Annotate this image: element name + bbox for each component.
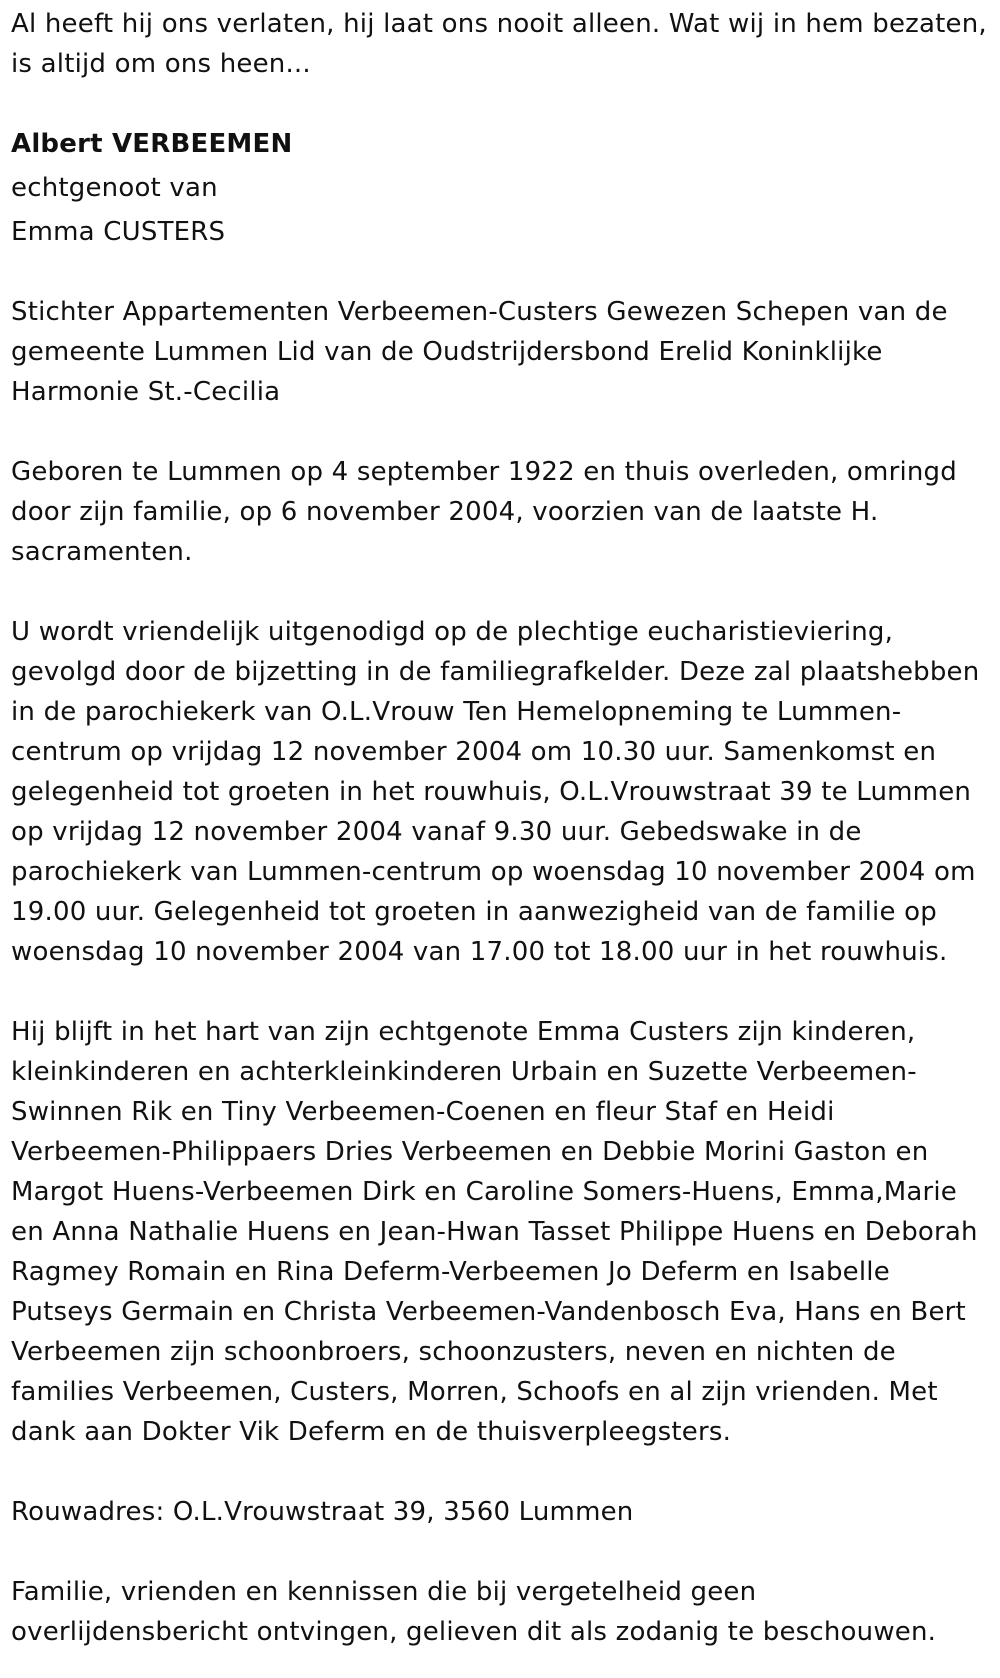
closing-paragraph: Familie, vrienden en kennissen die bij vergetelheid geen overlijdensbericht ontvingen, gelieven dit als zodanig te beschouwen. <box>11 1577 937 1647</box>
family-paragraph: Hij blijft in het hart van zijn echtgenote Emma Custers zijn kinderen, kleinkinderen en achterkleinkinderen Urbain en Suzette Verbeemen-Swinnen Rik en Tiny Verbeemen-Coenen en fleur Staf en Heidi Verbeemen-Philippaers Dries Verbeemen en Debbie Morini Gaston en Margot Huens-Verbeemen Dirk en Caroline Somers-Huens, Emma,Marie en Anna Nathalie Huens en Jean-Hwan Tasset Philippe Huens en Deborah Ragmey Romain en Rina Deferm-Verbeemen Jo Deferm en Isabelle Putseys Germain en Christa Verbeemen-Vandenbosch Eva, Hans en Bert Verbeemen zijn schoonbroers, schoonzusters, neven en nichten de families Verbeemen, Custers, Morren, Schoofs en al zijn vrienden. Met dank aan Dokter Vik Deferm en de thuisverpleegsters. <box>11 1017 978 1447</box>
spacer <box>11 84 991 124</box>
intro-quote: Al heeft hij ons verlaten, hij laat ons nooit alleen. Wat wij in hem bezaten, is altijd om ons heen... <box>11 9 987 79</box>
spacer <box>11 412 991 452</box>
birth-death-paragraph: Geboren te Lummen op 4 september 1922 en thuis overleden, omringd door zijn familie, op 6 november 2004, voorzien van de laatste H. sacramenten. <box>11 457 957 567</box>
spacer <box>11 1452 991 1492</box>
spacer <box>11 252 991 292</box>
spouse-name: Emma CUSTERS <box>11 217 226 247</box>
obituary-document <box>11 4 991 1652</box>
roles-paragraph: Stichter Appartementen Verbeemen-Custers Gewezen Schepen van de gemeente Lummen Lid van de Oudstrijdersbond Erelid Koninklijke Harmonie St.-Cecilia <box>11 297 948 407</box>
spacer <box>11 572 991 612</box>
spouse-label: echtgenoot van <box>11 173 218 203</box>
deceased-name: Albert VERBEEMEN <box>11 129 293 159</box>
spacer <box>11 1532 991 1572</box>
address-paragraph: Rouwadres: O.L.Vrouwstraat 39, 3560 Lummen <box>11 1497 634 1527</box>
ceremony-paragraph: U wordt vriendelijk uitgenodigd op de plechtige eucharistieviering, gevolgd door de bijzetting in de familiegrafkelder. Deze zal plaatshebben in de parochiekerk van O.L.Vrouw Ten Hemelopneming te Lummen-centrum op vrijdag 12 november 2004 om 10.30 uur. Samenkomst en gelegenheid tot groeten in het rouwhuis, O.L.Vrouwstraat 39 te Lummen op vrijdag 12 november 2004 vanaf 9.30 uur. Gebedswake in de parochiekerk van Lummen-centrum op woensdag 10 november 2004 om 19.00 uur. Gelegenheid tot groeten in aanwezigheid van de familie op woensdag 10 november 2004 van 17.00 tot 18.00 uur in het rouwhuis. <box>11 617 980 967</box>
spacer <box>11 972 991 1012</box>
